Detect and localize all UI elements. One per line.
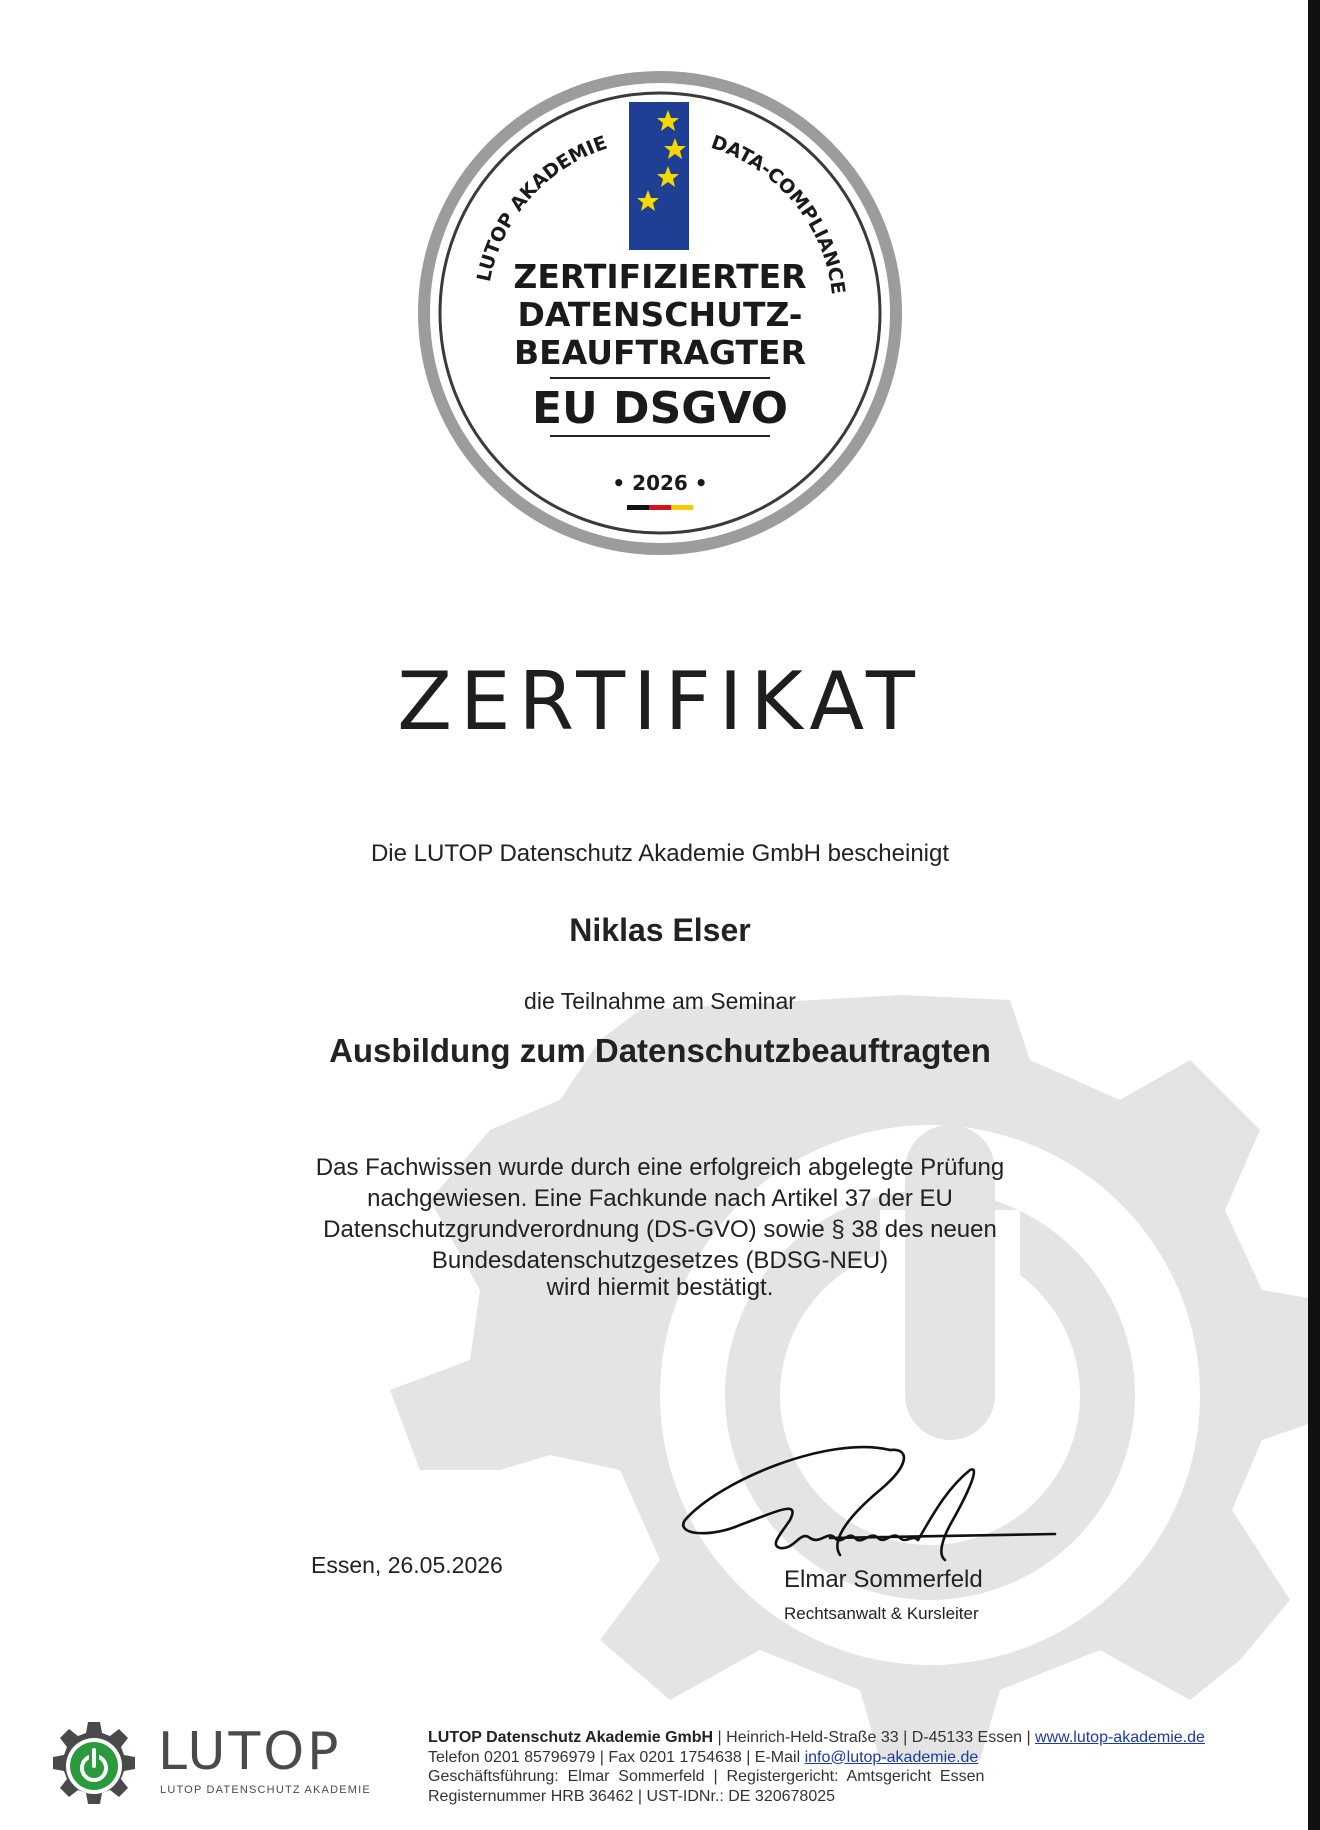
seal-heading-line-2: DATENSCHUTZ- — [517, 295, 803, 334]
seal-heading-line-3: BEAUFTRAGTER — [514, 333, 806, 372]
place-date: Essen, 26.05.2026 — [311, 1552, 503, 1578]
lutop-gear-power-icon — [48, 1720, 140, 1812]
eu-flag-stripe — [629, 102, 689, 250]
body-line: wird hiermit bestätigt. — [546, 1274, 774, 1301]
certification-seal — [415, 68, 905, 558]
seal-heading-line-1: ZERTIFIZIERTER — [513, 257, 807, 296]
certificate-body — [0, 1152, 1320, 1300]
body-line: Das Fachwissen wurde durch eine erfolgreich abgelegte Prüfung — [315, 1154, 1005, 1181]
footer-address: | Heinrich-Held-Straße 33 | D-45133 Essen | — [713, 1729, 1036, 1746]
footer-registry: Registernummer HRB 36462 | UST-IDNr.: DE 320678025 — [428, 1787, 836, 1805]
issuer-statement: Die LUTOP Datenschutz Akademie GmbH bescheinigt — [370, 840, 950, 867]
footer-line-1 — [428, 1728, 1205, 1748]
footer-company: LUTOP Datenschutz Akademie GmbH — [428, 1729, 714, 1746]
participation-text: die Teilnahme am Seminar — [524, 988, 796, 1014]
footer-email-link[interactable]: info@lutop-akademie.de — [804, 1748, 979, 1766]
footer-phone-fax: Telefon 0201 85796979 | Fax 0201 1754638 | E-Mail — [428, 1748, 805, 1766]
signer-role: Rechtsanwalt & Kursleiter — [784, 1604, 979, 1623]
lutop-tagline: LUTOP DATENSCHUTZ AKADEMIE — [160, 1784, 371, 1796]
recipient-name: Niklas Elser — [569, 912, 751, 948]
seal-arc-left: LUTOP AKADEMIE — [472, 131, 611, 284]
footer-website-link[interactable]: www.lutop-akademie.de — [1035, 1729, 1205, 1746]
footer-line-2 — [428, 1748, 1205, 1768]
seal-arc-right: DATA-COMPLIANCE — [708, 131, 850, 296]
company-footer — [428, 1728, 1205, 1806]
signer-name: Elmar Sommerfeld — [784, 1566, 983, 1593]
footer-management: Geschäftsführung: Elmar Sommerfeld | Registergericht: Amtsgericht Essen — [428, 1768, 985, 1785]
course-title: Ausbildung zum Datenschutzbeauftragten — [329, 1032, 991, 1069]
seal-regulation: EU DSGVO — [531, 383, 789, 434]
handwritten-signature — [680, 1430, 1060, 1575]
body-line: Datenschutzgrundverordnung (DS-GVO) sowie § 38 des neuen — [323, 1216, 997, 1243]
body-line: Bundesdatenschutzgesetzes (BDSG-NEU) — [431, 1247, 889, 1274]
body-line: nachgewiesen. Eine Fachkunde nach Artikel 37 der EU — [367, 1185, 953, 1212]
seal-year: • 2026 • — [612, 471, 708, 495]
lutop-wordmark: LUTOP — [158, 1722, 342, 1782]
certificate-title: ZERTIFIKAT — [397, 655, 923, 748]
